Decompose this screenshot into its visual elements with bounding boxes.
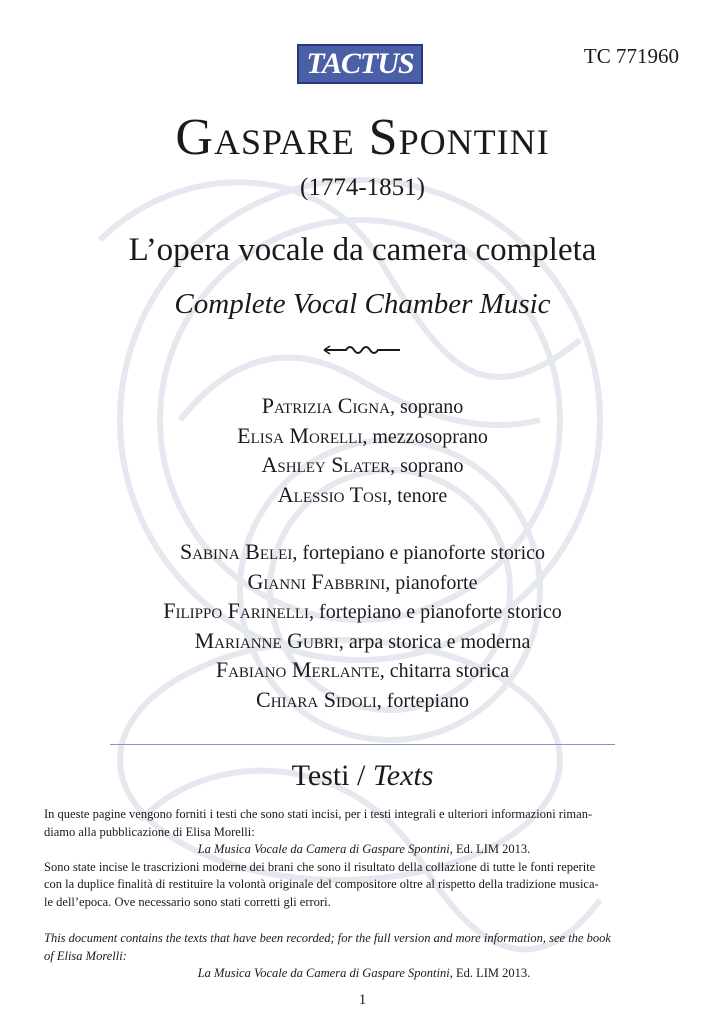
tactus-logo — [297, 44, 423, 84]
reference-line: La Musica Vocale da Camera di Gaspare Spontini, Ed. LIM 2013. — [197, 966, 531, 980]
subtitle-english: Complete Vocal Chamber Music — [174, 288, 551, 320]
performer-line: Marianne Gubri, arpa storica e moderna — [194, 627, 531, 653]
performer-line: Sabina Belei, fortepiano e pianoforte storico — [179, 539, 546, 564]
ornament-divider-icon — [322, 340, 402, 360]
intro-italian: In queste pagine vengono forniti i testi che sono stati incisi, per i testi integrali e ulteriori informazioni riman- diamo alla pubblicazione di Elisa Morelli: La Musica Vocale da Camera di Gaspare Spontini, Ed. LIM 2013. Sono state incise le trascrizioni moderne dei brani che sono il risultato della collazione di tutte le fonti reperite con la duplice finalità di restituire la volontà originale del compositore oltre al rispetto della tradizione musica- le dell’epoca. Ove necessario sono stati corretti gli errori. — [44, 806, 684, 911]
subtitle-italian: L’opera vocale da camera completa — [128, 232, 597, 268]
performer-line: Alessio Tosi, tenore — [277, 481, 448, 507]
performer-line: Gianni Fabbrini, pianoforte — [247, 568, 478, 594]
performer-line: Filippo Farinelli, fortepiano e pianoforte storico — [163, 598, 562, 623]
intro-english: This document contains the texts that have been recorded; for the full version and more information, see the book of Elisa Morelli: La Musica Vocale da Camera di Gaspare Spontini, Ed. LIM 2013. — [44, 930, 684, 983]
performer-line: Patrizia Cigna, soprano — [261, 393, 464, 418]
singers-list — [0, 391, 725, 509]
performer-line: Elisa Morelli, mezzosoprano — [237, 422, 488, 448]
performer-line: Chiara Sidoli, fortepiano — [256, 686, 469, 712]
composer-title: Gaspare Spontini — [175, 109, 550, 166]
section-divider — [110, 744, 615, 745]
catalog-number: TC 771960 — [583, 44, 679, 68]
performer-line: Ashley Slater, soprano — [261, 452, 464, 477]
reference-line: La Musica Vocale da Camera di Gaspare Spontini, Ed. LIM 2013. — [197, 842, 531, 856]
instrumentalists-list — [0, 537, 725, 714]
logo-text: TACTUS — [306, 47, 414, 80]
texts-heading: Testi / Texts — [291, 759, 434, 792]
composer-dates: (1774-1851) — [300, 174, 425, 201]
performer-line: Fabiano Merlante, chitarra storica — [215, 657, 510, 682]
page-number: 1 — [358, 992, 367, 1008]
